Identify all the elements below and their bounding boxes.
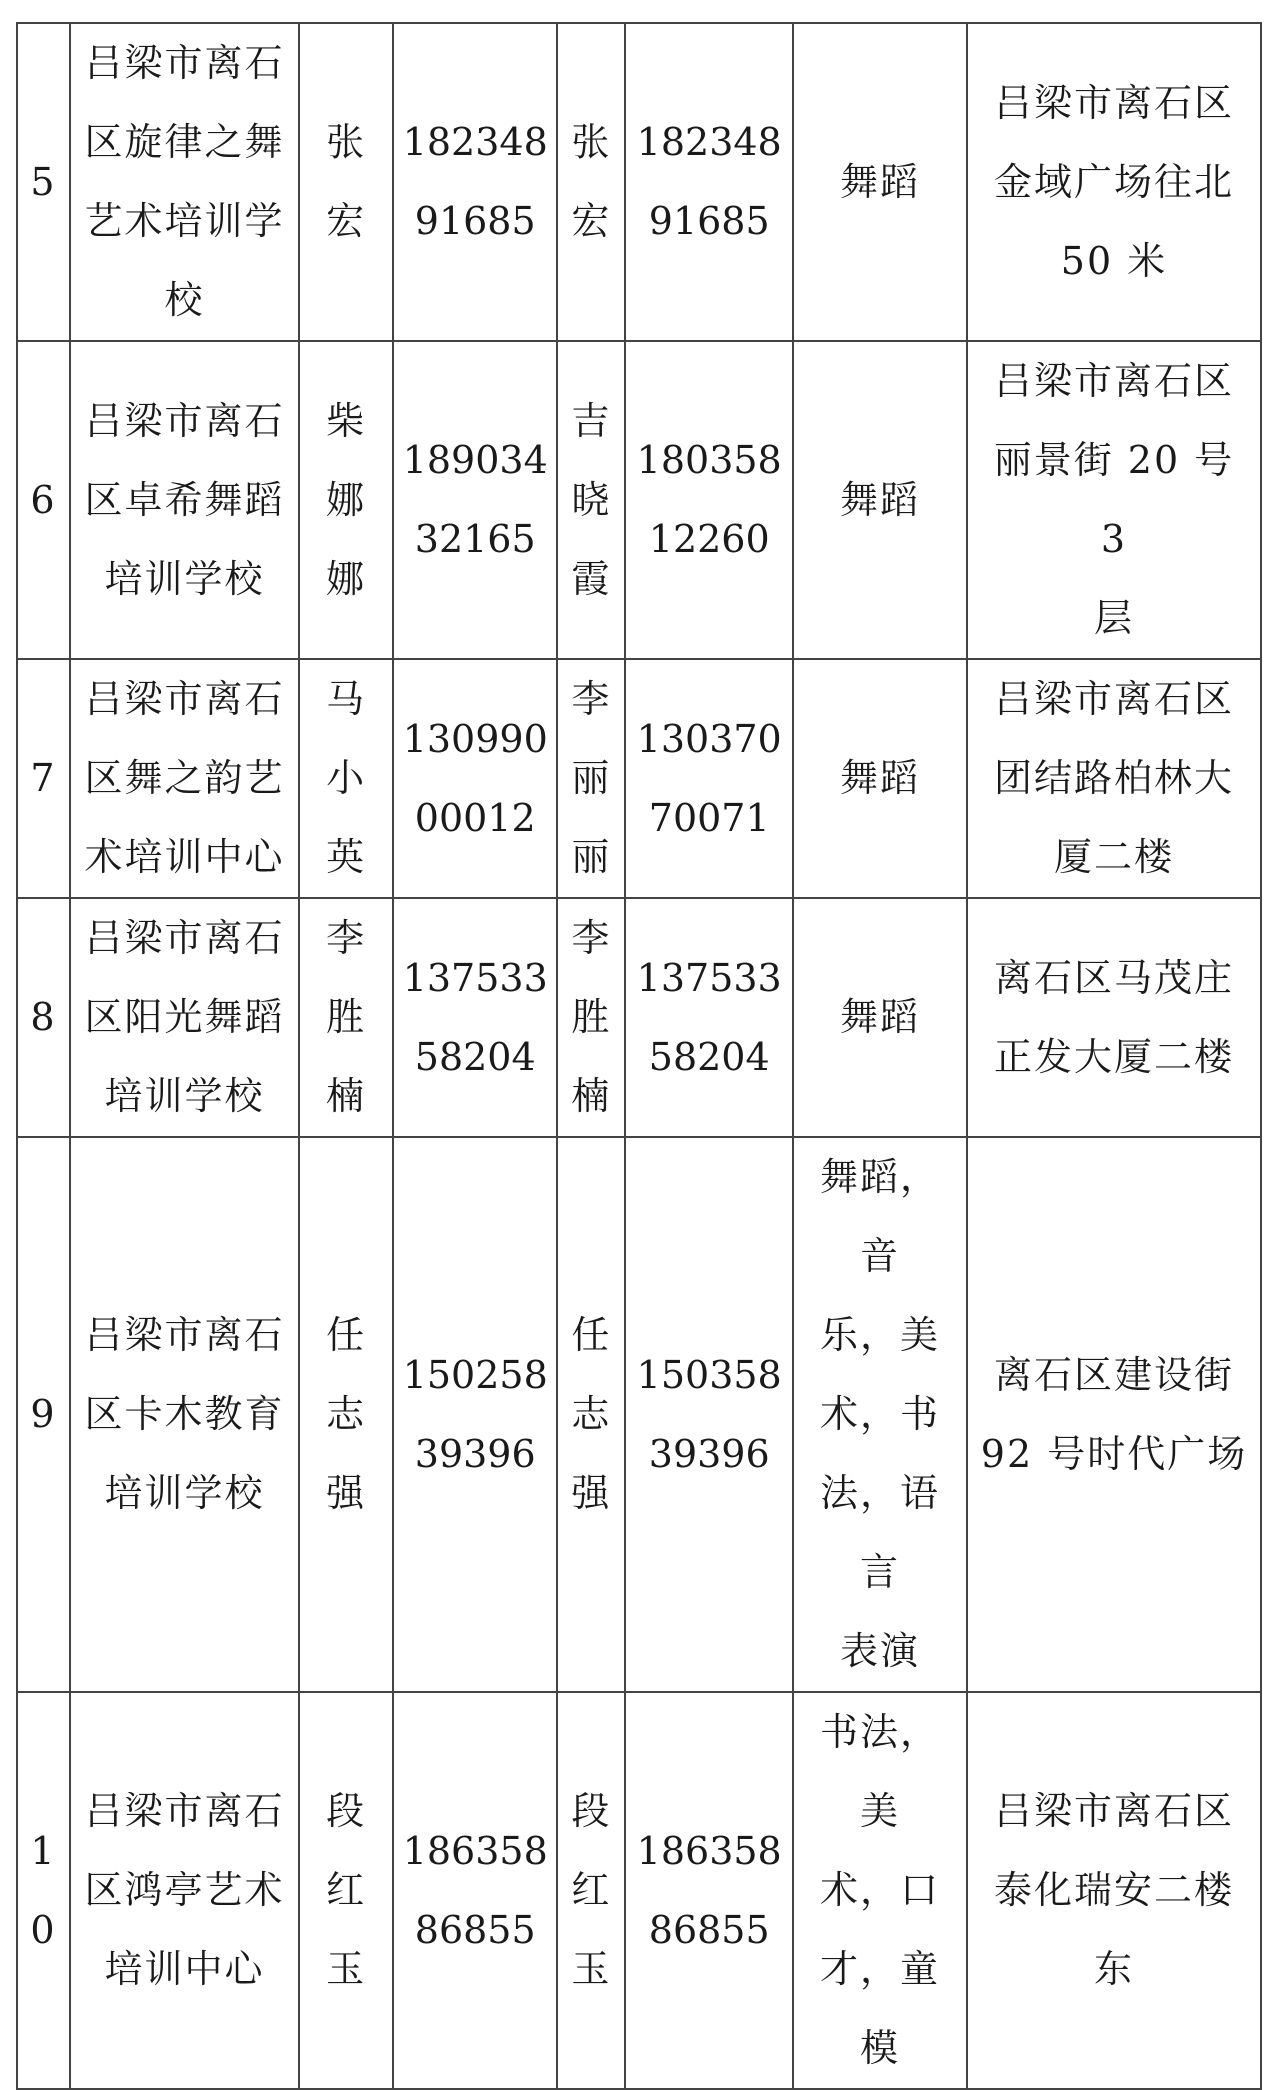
school-address: 离石区建设街 92 号时代广场	[967, 1137, 1261, 1692]
contact-person: 李 胜 楠	[557, 898, 625, 1137]
legal-representative-phone: 150258 39396	[393, 1137, 557, 1692]
school-name: 吕梁市离石 区旋律之舞 艺术培训学 校	[70, 23, 299, 341]
training-category: 书法，美 术，口 才，童模	[793, 1692, 967, 2089]
row-number: 8	[17, 898, 70, 1137]
training-category: 舞蹈，音 乐，美 术，书 法，语言 表演	[793, 1137, 967, 1692]
school-address: 离石区马茂庄 正发大厦二楼	[967, 898, 1261, 1137]
school-name: 吕梁市离石 区卡木教育 培训学校	[70, 1137, 299, 1692]
contact-phone: 137533 58204	[625, 898, 793, 1137]
table-row	[17, 341, 1261, 659]
legal-representative: 马 小 英	[299, 659, 393, 898]
legal-representative-phone: 137533 58204	[393, 898, 557, 1137]
contact-person: 吉 晓 霞	[557, 341, 625, 659]
row-number: 9	[17, 1137, 70, 1692]
table-row	[17, 1137, 1261, 1692]
school-address: 吕梁市离石区 团结路柏林大 厦二楼	[967, 659, 1261, 898]
school-name: 吕梁市离石 区卓希舞蹈 培训学校	[70, 341, 299, 659]
training-category: 舞蹈	[793, 898, 967, 1137]
contact-person: 李 丽 丽	[557, 659, 625, 898]
legal-representative: 段 红 玉	[299, 1692, 393, 2089]
contact-phone: 180358 12260	[625, 341, 793, 659]
contact-person: 张 宏	[557, 23, 625, 341]
legal-representative-phone: 182348 91685	[393, 23, 557, 341]
legal-representative-phone: 189034 32165	[393, 341, 557, 659]
legal-representative-phone: 186358 86855	[393, 1692, 557, 2089]
school-address: 吕梁市离石区 丽景街 20 号 3 层	[967, 341, 1261, 659]
school-name: 吕梁市离石 区鸿亭艺术 培训中心	[70, 1692, 299, 2089]
contact-person: 段 红 玉	[557, 1692, 625, 2089]
training-category: 舞蹈	[793, 341, 967, 659]
legal-representative: 张 宏	[299, 23, 393, 341]
row-number: 6	[17, 341, 70, 659]
row-number: 7	[17, 659, 70, 898]
contact-phone: 150358 39396	[625, 1137, 793, 1692]
school-address: 吕梁市离石区 金域广场往北 50 米	[967, 23, 1261, 341]
table-row	[17, 659, 1261, 898]
training-category: 舞蹈	[793, 23, 967, 341]
row-number: 5	[17, 23, 70, 341]
legal-representative: 柴 娜 娜	[299, 341, 393, 659]
training-school-table	[16, 22, 1262, 2090]
contact-phone: 186358 86855	[625, 1692, 793, 2089]
contact-phone: 130370 70071	[625, 659, 793, 898]
table-row	[17, 23, 1261, 341]
legal-representative: 任 志 强	[299, 1137, 393, 1692]
contact-phone: 182348 91685	[625, 23, 793, 341]
school-address: 吕梁市离石区 泰化瑞安二楼 东	[967, 1692, 1261, 2089]
training-category: 舞蹈	[793, 659, 967, 898]
row-number: 1 0	[17, 1692, 70, 2089]
contact-person: 任 志 强	[557, 1137, 625, 1692]
legal-representative-phone: 130990 00012	[393, 659, 557, 898]
table-row	[17, 1692, 1261, 2089]
school-name: 吕梁市离石 区阳光舞蹈 培训学校	[70, 898, 299, 1137]
legal-representative: 李 胜 楠	[299, 898, 393, 1137]
school-name: 吕梁市离石 区舞之韵艺 术培训中心	[70, 659, 299, 898]
table-row	[17, 898, 1261, 1137]
